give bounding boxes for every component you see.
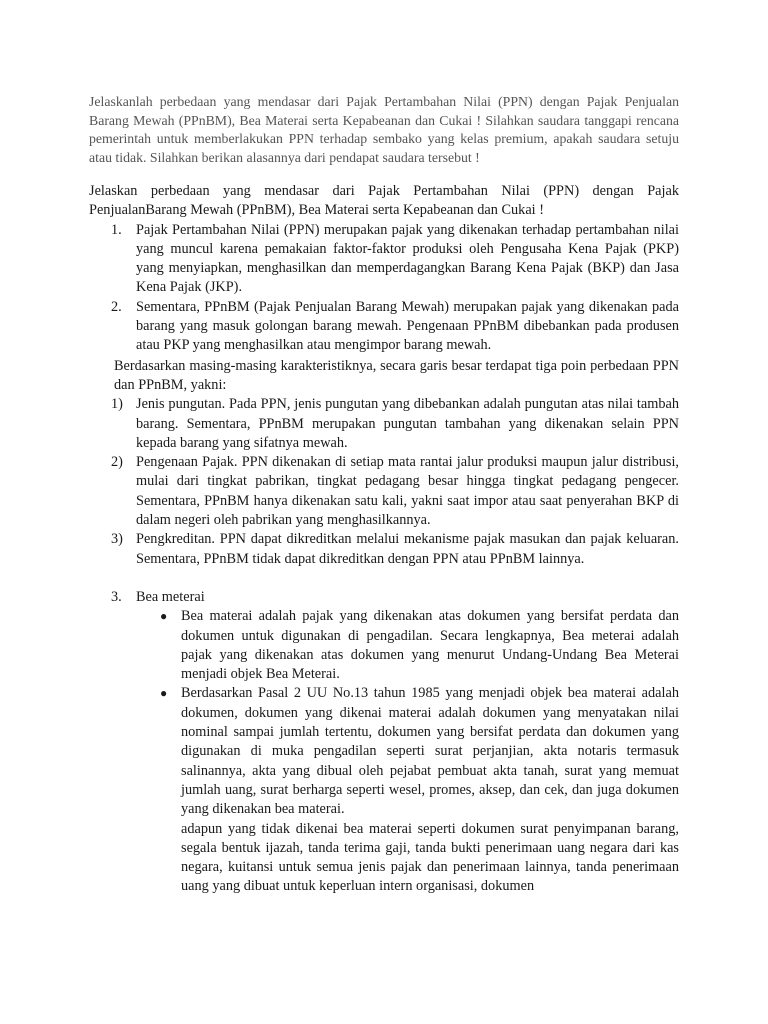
bullet-dot-icon: ●	[160, 686, 168, 701]
item-text: Sementara, PPnBM (Pajak Penjualan Barang Mewah) merupakan pajak yang dikenakan pada barang yang masuk golongan barang mewah. Pengenaan PPnBM dibebankan pada produsen atau PKP yang menghasilkan atau mengimpor barang mewah.	[136, 298, 679, 354]
difference-item-1	[89, 395, 679, 453]
bullet-item	[157, 684, 679, 819]
answer-heading-line1: Jelaskan perbedaan yang mendasar dari Pajak Pertambahan Nilai (PPN) dengan Pajak	[89, 183, 679, 199]
spacer	[89, 569, 679, 588]
item-number: 1.	[111, 221, 122, 238]
item-number: 2.	[111, 298, 122, 315]
numbered-item-3	[89, 588, 679, 607]
item-text: Pajak Pertambahan Nilai (PPN) merupakan pajak yang dikenakan terhadap pertambahan nilai yang muncul karena pemakaian faktor-faktor produksi oleh Pengusaha Kena Pajak (PKP) yang menyiapkan, menghasilkan dan memperdagangkan Barang Kena Pajak (BKP) dan Jasa Kena Pajak (JKP).	[136, 221, 679, 296]
item-text: Bea meterai	[136, 588, 205, 605]
differences-intro: Berdasarkan masing-masing karakteristiknya, secara garis besar terdapat tiga poin perbedaan PPN dan PPnBM, yakni:	[114, 357, 679, 393]
difference-item-3	[89, 530, 679, 569]
difference-text: Jenis pungutan. Pada PPN, jenis pungutan yang dibebankan adalah pungutan atas nilai tambah barang. Sementara, PPnBM merupakan pungutan tambahan yang dikenakan selain PPN kepada barang yang sifatnya mewah.	[136, 396, 679, 451]
difference-number: 2)	[111, 454, 123, 471]
question-prompt: Jelaskanlah perbedaan yang mendasar dari Pajak Pertambahan Nilai (PPN) dengan Pajak Penjualan Barang Mewah (PPnBM), Bea Materai serta Kepabeanan dan Cukai ! Silahkan saudara tanggapi rencana pemerintah untuk memberlakukan PPN terhadap sembako yang kelas premium, apakah saudara setuju atau tidak. Silahkan berikan alasannya dari pendapat saudara tersebut !	[89, 94, 679, 165]
bullet-dot-icon: ●	[160, 609, 168, 624]
item-number: 3.	[111, 588, 122, 605]
numbered-item-2	[89, 298, 679, 356]
non-stamp-documents-text: adapun yang tidak dikenai bea materai seperti dokumen surat penyimpanan barang, segala bentuk ijazah, tanda terima gaji, tanda bukti penerimaan uang negara dari kas negara, kuitansi untuk semua jenis pajak dan penerimaan lainnya, tanda penerimaan uang yang dibuat untuk keperluan intern organisasi, dokumen	[181, 820, 679, 895]
answer-body	[89, 182, 679, 897]
bullet-text: Bea materai adalah pajak yang dikenakan atas dokumen yang bersifat perdata dan dokumen untuk digunakan di pengadilan. Secara lengkapnya, Bea meterai adalah pajak yang dikenakan atas dokumen yang menurut Undang-Undang Bea Meterai menjadi objek Bea Meterai.	[181, 608, 679, 683]
difference-number: 3)	[111, 531, 123, 548]
difference-text: Pengenaan Pajak. PPN dikenakan di setiap mata rantai jalur produksi maupun jalur distribusi, mulai dari tingkat pabrikan, tingkat pedagang besar hingga tingkat pedagang pengecer. Sementara, PPnBM hanya dikenakan satu kali, yakni saat impor atau saat penyerahan BKP di dalam negeri oleh pabrikan yang menghasilkannya.	[136, 454, 679, 529]
difference-text: Pengkreditan. PPN dapat dikreditkan melalui mekanisme pajak masukan dan pajak keluaran. Sementara, PPnBM tidak dapat dikreditkan dengan PPN atau PPnBM lainnya.	[136, 531, 679, 567]
bullet-text: Berdasarkan Pasal 2 UU No.13 tahun 1985 yang menjadi objek bea materai adalah dokumen, dokumen yang dikenai materai adalah dokumen yang menyatakan nilai nominal sampai jumlah tertentu, dokumen yang bersifat perdata dan dokumen yang digunakan di muka pengadilan seperti surat perjanjian, akta notaris termasuk salinannya, akta yang dibual oleh pejabat pembuat akta tanah, surat yang memuat jumlah uang, surat berharga seperti wesel, promes, aksep, dan cek, dan juga dokumen yang dikenakan bea materai.	[181, 685, 679, 818]
bullet-item	[157, 607, 679, 684]
difference-number: 1)	[111, 396, 123, 413]
numbered-item-1	[89, 221, 679, 298]
difference-item-2	[89, 453, 679, 530]
answer-heading-line2: PenjualanBarang Mewah (PPnBM), Bea Materai serta Kepabeanan dan Cukai !	[89, 202, 544, 219]
bullet-list	[157, 607, 679, 819]
